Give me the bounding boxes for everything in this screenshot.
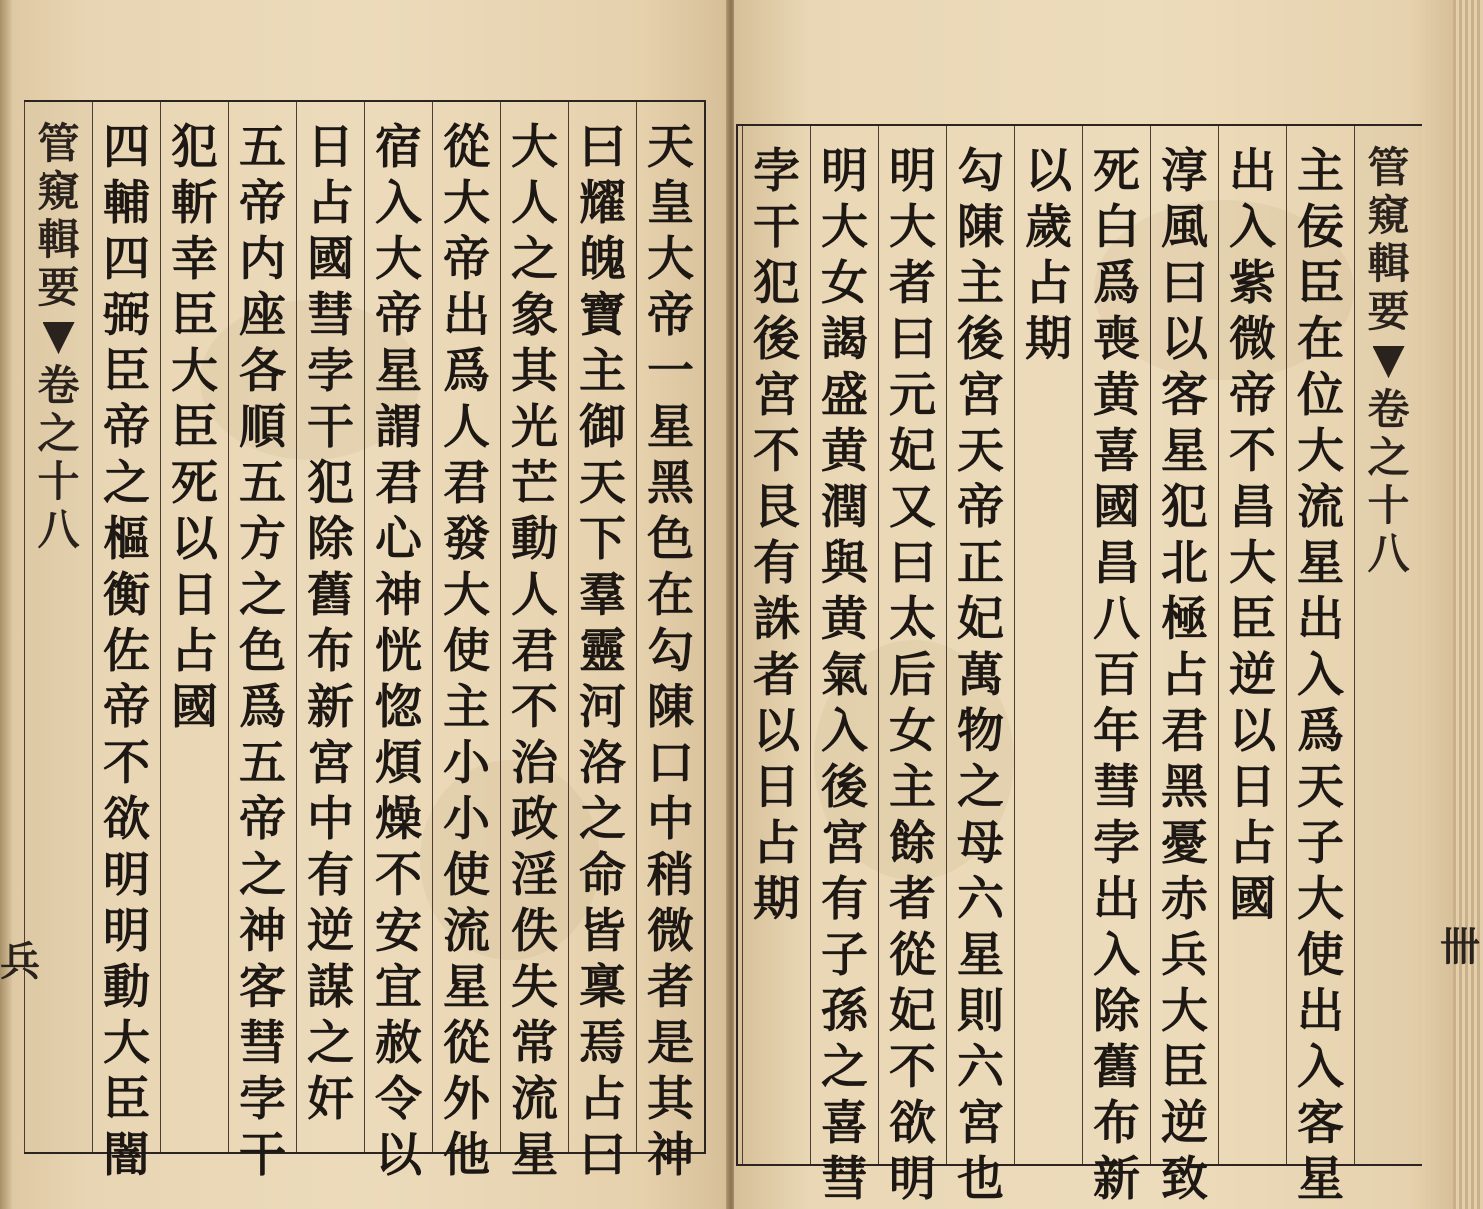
column-text: 以 歲 占 期 [1025,144,1072,367]
right-text-column [946,126,1014,1207]
right-page-edge [1453,0,1483,1209]
right-text-column [878,126,946,1207]
column-text: 曰 耀 魄 寶 主 御 天 下 羣 靈 河 洛 之 命 皆 稟 焉 占 曰 [579,120,626,1183]
left-text-column [568,102,636,1183]
right-text-column [1014,126,1082,1164]
column-text: 四 輔 四 弼 臣 帝 之 樞 衡 佐 帝 不 欲 明 明 動 大 臣 闇 [103,120,150,1183]
left-text-column [636,102,704,1183]
column-text: 從 大 帝 出 爲 人 君 發 大 使 主 小 小 使 流 星 從 外 他 [443,120,490,1183]
right-text-frame [736,124,1422,1207]
column-text: 日 占 國 彗 孛 干 犯 除 舊 布 新 宮 中 有 逆 謀 之 奸 [307,120,354,1127]
left-page [0,0,728,1209]
column-text: 出 入 紫 微 帝 不 昌 大 臣 逆 以 日 占 國 [1229,144,1276,927]
margin-volume: 卷 之 十 八 [37,361,80,554]
margin-title: 管 窺 輯 要 [1367,143,1410,336]
left-text-column [296,102,364,1152]
margin-title: 管 窺 輯 要 [37,119,80,312]
left-text-frame [24,100,706,1183]
right-text-column [1150,126,1218,1207]
margin-volume: 卷 之 十 八 [1367,385,1410,578]
left-text-column [92,102,160,1183]
column-text: 五 帝 内 座 各 順 五 方 之 色 爲 五 帝 之 神 客 彗 孛 干 [239,120,286,1183]
column-text: 宿 入 大 帝 星 謂 君 心 神 恍 惚 煩 燥 不 安 宜 赦 令 以 [375,120,422,1183]
left-text-column [500,102,568,1183]
left-text-column [364,102,432,1183]
column-text: 犯 斬 幸 臣 大 臣 死 以 日 占 國 [171,120,218,735]
left-page-edge [0,0,12,1209]
left-text-column [160,102,228,1152]
left-text-column [228,102,296,1183]
column-text: 淳 風 曰 以 客 星 犯 北 極 占 君 黑 憂 赤 兵 大 臣 逆 致 [1161,144,1208,1207]
fish-tail-mark [1373,346,1405,378]
column-text: 天 皇 大 帝 一 星 黑 色 在 勾 陳 口 中 稍 微 者 是 其 神 [647,120,694,1183]
right-text-column [742,126,810,1164]
left-margin-column [24,102,92,1152]
right-text-column [810,126,878,1207]
right-text-column [1082,126,1150,1207]
fish-tail-mark [43,322,75,354]
column-text: 主 佞 臣 在 位 大 流 星 出 入 爲 天 子 大 使 出 入 客 星 [1297,144,1344,1207]
right-text-column [1286,126,1354,1207]
left-text-column [432,102,500,1183]
column-text: 勾 陳 主 後 宮 天 帝 正 妃 萬 物 之 母 六 星 則 六 宮 也 [957,144,1004,1207]
column-text: 孛 干 犯 後 宮 不 艮 有 誅 者 以 日 占 期 [753,144,800,927]
column-text: 大 人 之 象 其 光 芒 動 人 君 不 治 政 淫 佚 失 常 流 星 [511,120,558,1183]
column-text: 明 大 女 謁 盛 黄 潤 與 黄 氣 入 後 宮 有 子 孫 之 喜 彗 [821,144,868,1207]
column-text: 明 大 者 曰 元 妃 又 曰 太 后 女 主 餘 者 從 妃 不 欲 明 [889,144,936,1207]
right-text-column [1218,126,1286,1164]
right-margin-column [1354,126,1422,1164]
right-folio-number: 卌 [1440,923,1480,970]
left-folio-number: 兵 [0,938,40,985]
column-text: 死 白 爲 喪 黄 喜 國 昌 八 百 年 彗 孛 出 入 除 舊 布 新 [1093,144,1140,1207]
